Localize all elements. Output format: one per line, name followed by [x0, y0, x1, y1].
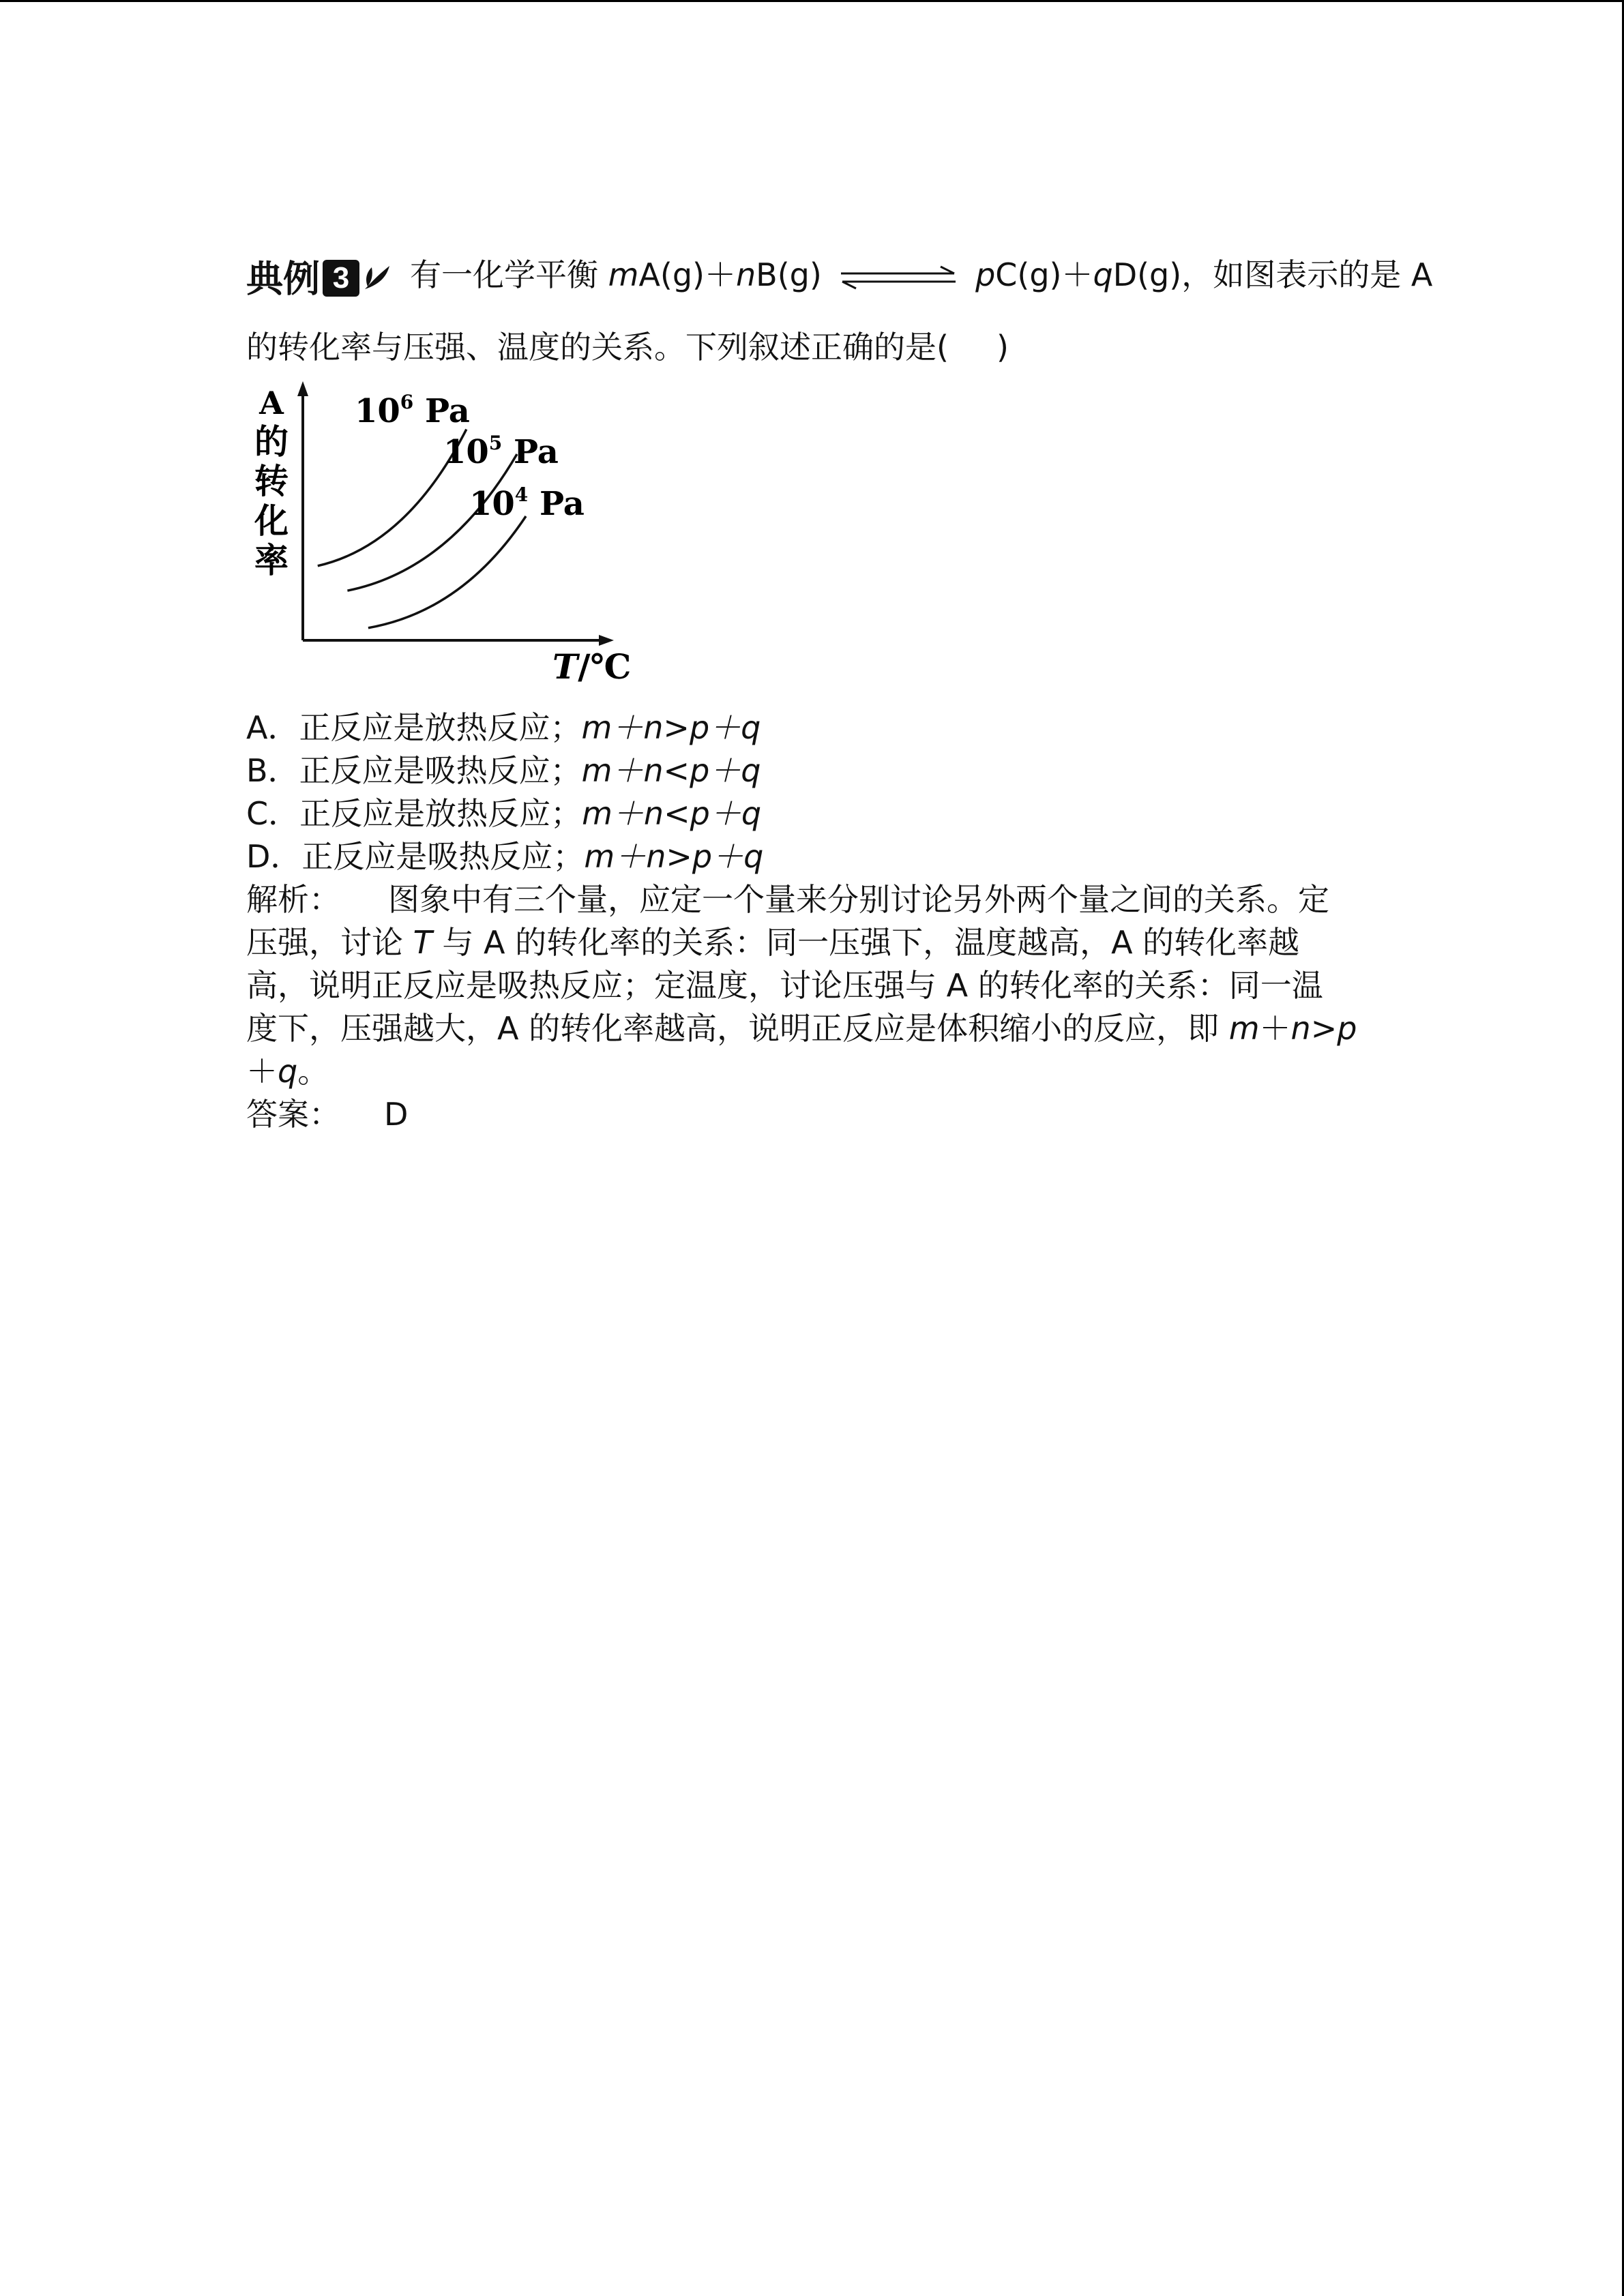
question-intro: 有一化学平衡 [410, 256, 598, 293]
top-border [0, 0, 1624, 2]
option-d [246, 835, 763, 878]
option-a [246, 706, 761, 749]
leaf-icon [362, 262, 395, 295]
analysis-label: 解析： [246, 881, 340, 918]
option-text: 正反应是放热反应； [299, 795, 582, 832]
conversion-chart [246, 378, 668, 699]
analysis-line-3 [246, 964, 1323, 1007]
x-axis-arrow [599, 635, 614, 646]
option-formula: m＋n<p＋q [581, 752, 761, 789]
y-axis-label [254, 385, 289, 580]
analysis-text: 压强，讨论 [246, 924, 413, 961]
eq-p: p [975, 256, 996, 293]
option-text: 正反应是吸热反应； [301, 838, 585, 875]
y-label-char: 率 [254, 540, 289, 580]
analysis-text: 与 A 的转化率的关系：同一压强下，温度越高，A 的转化率越 [432, 924, 1300, 961]
analysis-var: p [1337, 1010, 1357, 1047]
eq-q: q [1093, 256, 1113, 293]
eq-A: A(g)＋ [638, 256, 736, 293]
example-badge [246, 255, 395, 300]
option-formula: m＋n>p＋q [584, 838, 764, 875]
answer-label: 答案： [246, 1096, 340, 1133]
analysis-line-5 [246, 1050, 329, 1092]
example-badge-label: 典例 [246, 256, 320, 301]
analysis-text: 度下，压强越大，A 的转化率越高，说明正反应是体积缩小的反应，即 [246, 1010, 1229, 1047]
y-label-char: 化 [254, 501, 289, 541]
eq-D: D(g)，如图表示的是 A [1112, 256, 1433, 293]
analysis-op: > [1310, 1010, 1338, 1047]
eq-m: m [608, 256, 639, 293]
eq-C: C(g)＋ [995, 256, 1093, 293]
analysis-op: ＋ [246, 1053, 278, 1090]
curve-label: $10^5$ Pa [443, 432, 559, 471]
option-letter: B． [246, 752, 299, 789]
analysis-line-4 [246, 1007, 1357, 1049]
analysis-line-1 [246, 878, 1329, 921]
option-formula: m＋n>p＋q [581, 709, 761, 746]
y-label-char: A [259, 385, 284, 421]
option-b [246, 749, 761, 792]
y-label-char: 的 [254, 421, 289, 462]
analysis-var: q [278, 1053, 298, 1090]
equilibrium-arrows-icon [838, 264, 958, 291]
answer-line [246, 1093, 408, 1135]
question-line-1 [246, 254, 1432, 299]
analysis-var: n [1290, 1010, 1311, 1047]
answer-value: D [384, 1096, 409, 1133]
option-text: 正反应是吸热反应； [299, 752, 582, 789]
option-c [246, 792, 761, 835]
option-letter: C． [246, 795, 300, 832]
eq-B: B(g) [756, 256, 822, 293]
eq-n: n [736, 256, 756, 293]
curve-label: $10^4$ Pa [469, 483, 585, 523]
analysis-text: 图象中有三个量，应定一个量来分别讨论另外两个量之间的关系。定 [388, 881, 1329, 918]
option-letter: D． [246, 838, 302, 875]
option-letter: A． [246, 709, 299, 746]
option-text: 正反应是放热反应； [299, 709, 582, 746]
analysis-var: m [1228, 1010, 1260, 1047]
analysis-var-T: T [413, 924, 432, 961]
curve-label: $10^6$ Pa [355, 391, 470, 430]
analysis-text: 高，说明正反应是吸热反应；定温度，讨论压强与 A 的转化率的关系：同一温 [246, 967, 1323, 1004]
question-line-2 [246, 326, 1009, 368]
analysis-line-2 [246, 921, 1299, 964]
answer-paren-close: ) [996, 329, 1009, 366]
option-formula: m＋n<p＋q [582, 795, 762, 832]
analysis-op: ＋ [1259, 1010, 1291, 1047]
y-label-char: 转 [254, 461, 289, 501]
pressure-curve [368, 516, 526, 628]
question-text: 的转化率与压强、温度的关系。下列叙述正确的是( [246, 329, 949, 366]
example-badge-number: 3 [323, 260, 359, 297]
x-axis-label: T/℃ [552, 646, 632, 687]
analysis-text: 。 [297, 1053, 329, 1090]
y-axis-arrow [297, 381, 308, 396]
